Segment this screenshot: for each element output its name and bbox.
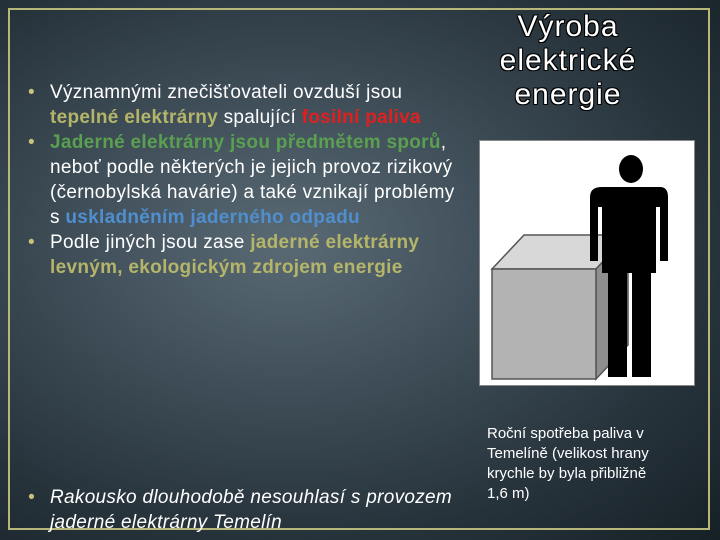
bullet-text: Rakousko dlouhodobě nesouhlasí s provozem jaderné elektrárny Temelín [50,487,453,533]
bullet-icon: • [28,487,35,508]
caption-line-4: 1,6 m) [487,485,530,502]
caption-line-3: krychle by byla přibližně [487,465,647,482]
highlight-text: Jaderné elektrárny jsou předmětem sporů [50,132,441,153]
cube-front-face [492,269,596,379]
fuel-cube-illustration [479,140,695,386]
bullet-text: , neboť podle některých je jejich provoz rizikový (černobylská havárie) a také vznikají problémy s [50,132,455,228]
title-line-1: Výroba [517,10,619,43]
highlight-text: uskladněním jaderného odpadu [65,207,360,228]
bullet-text: Významnými znečišťovateli ovzduší jsou [50,82,403,103]
highlight-text: fosilní paliva [301,107,421,128]
bullet-icon: • [28,82,35,103]
bullet-icon: • [28,232,35,253]
bullet-item-3 [22,230,462,280]
bullet-list [22,80,462,533]
title-line-3: energie [514,78,622,111]
image-caption [487,424,702,504]
title-line-2: elektrické [499,44,637,77]
slide-title [478,10,658,112]
bullet-text: Podle jiných jsou zase [50,232,251,253]
caption-line-1: Roční spotřeba paliva v [487,425,644,442]
bullet-text: spalující [218,107,302,128]
bullet-item-4 [22,485,490,535]
bullet-item-1 [22,80,462,130]
bullet-item-2 [22,130,462,230]
highlight-text: tepelné elektrárny [50,107,219,128]
bullet-icon: • [28,132,35,153]
highlight-text: jaderné elektrárny levným, ekologickým zdrojem energie [50,232,420,278]
cube-and-person-svg [480,141,694,385]
caption-line-2: Temelíně (velikost hrany [487,445,649,462]
